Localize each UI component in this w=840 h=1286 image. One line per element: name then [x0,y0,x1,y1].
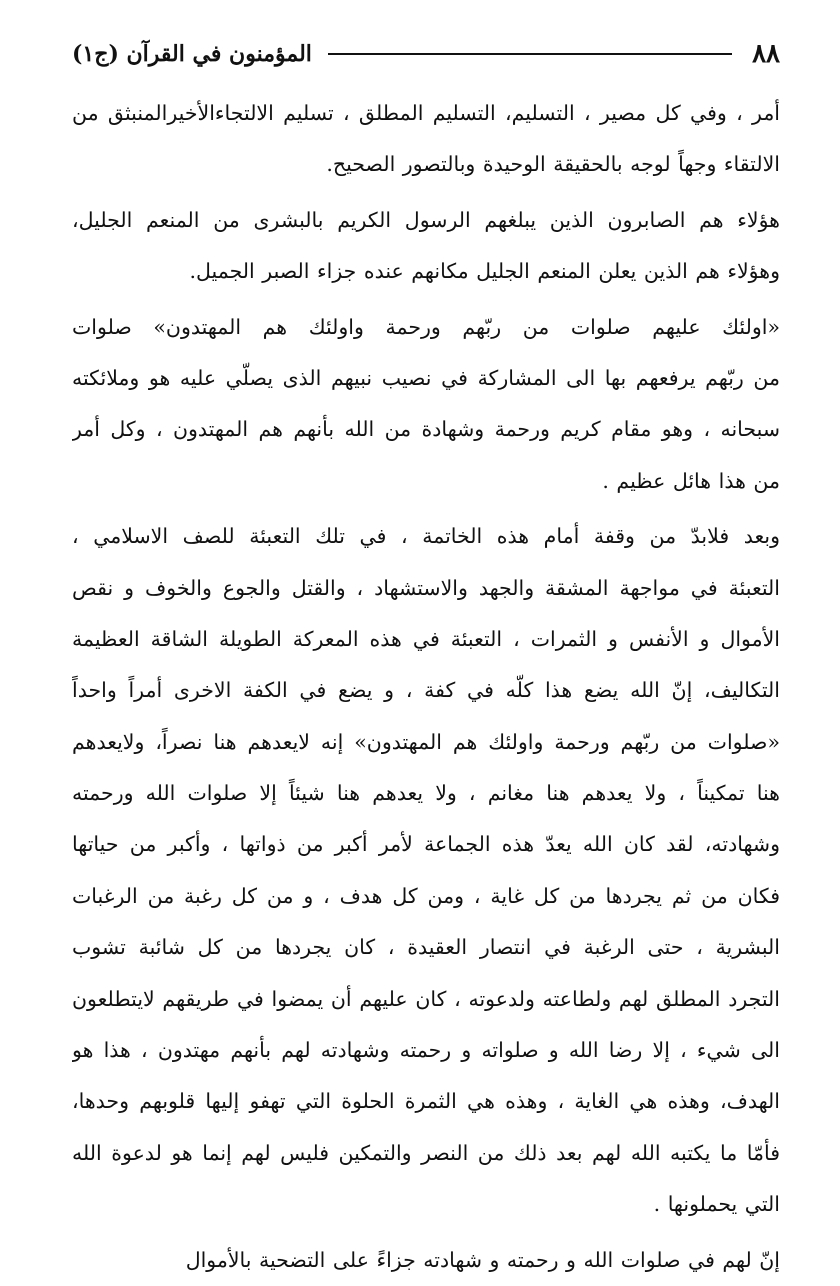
text-line: الهدف، وهذه هي الغاية ، وهذه هي الثمرة الحلوة التي تهفو إليها قلوبهم وحدها، [72,1089,780,1114]
text-line: «صلوات من ربّهم ورحمة واولئك هم المهتدون» إنه لايعدهم هنا نصراً، ولايعدهم [72,729,780,754]
page-number: ٨٨ [752,39,780,69]
running-title: المؤمنون في القرآن (ج١) [72,41,312,67]
text-line: إنّ لهم في صلوات الله و رحمته و شهادته جزاءً على التضحية بالأموال [185,1247,780,1272]
text-line: «اولئك عليهم صلوات من ربّهم ورحمة واولئك هم المهتدون» صلوات [72,314,780,339]
text-line: من هذا هائل عظيم . [602,468,780,493]
text-line: التي يحملونها . [653,1192,780,1217]
text-line: هنا تمكيناً ، ولا يعدهم هنا مغانم ، ولا يعدهم هنا شيئاً إلا صلوات الله ورحمته [72,781,780,806]
text-line: الأموال و الأنفس و الثمرات ، التعبئة في هذه المعركة الطويلة الشاقة العظيمة [72,626,780,651]
text-line: البشرية ، حتى الرغبة في انتصار العقيدة ، كان يجردها من كل شائبة تشوب [72,935,780,960]
text-line: التعبئة في مواجهة المشقة والجهد والاستشهاد ، والقتل والجوع والخوف و نقص [72,575,780,600]
paragraph [72,195,780,298]
paragraph [72,1235,780,1286]
text-line: فأمّا ما يكتبه الله لهم بعد ذلك من النصر والتمكين فليس لهم إنما هو لدعوة الله [72,1140,780,1165]
paragraph [72,511,780,1230]
text-line: وشهادته، لقد كان الله يعدّ هذه الجماعة لأمر أكبر من ذواتها ، وأكبر من حياتها [72,832,780,857]
paragraph [72,88,780,191]
text-line: وبعد فلابدّ من وقفة أمام هذه الخاتمة ، في تلك التعبئة للصف الاسلامي ، [72,524,780,549]
text-line: سبحانه ، وهو مقام كريم ورحمة وشهادة من الله بأنهم هم المهتدون ، وكل أمر [72,417,780,442]
text-line: التجرد المطلق لهم ولطاعته ولدعوته ، كان عليهم أن يمضوا في طريقهم لايتطلعون [72,986,780,1011]
text-line: الالتقاء وجهاً لوجه بالحقيقة الوحيدة وبالتصور الصحيح. [326,152,780,177]
header-rule [328,53,732,55]
text-line: الى شيء ، إلا رضا الله و صلواته و رحمته وشهادته لهم بأنهم مهتدون ، هذا هو [72,1038,780,1063]
paragraph [72,302,780,508]
body-text [72,88,780,1286]
text-line: أمر ، وفي كل مصير ، التسليم، التسليم المطلق ، تسليم الالتجاءالأخيرالمنبثق من [72,101,780,125]
text-line: وهؤلاء هم الذين يعلن المنعم الجليل مكانهم عنده جزاء الصبر الجميل. [189,259,780,284]
running-header [72,34,780,74]
text-line: هؤلاء هم الصابرون الذين يبلغهم الرسول الكريم بالبشرى من المنعم الجليل، [72,207,780,232]
text-line: من ربّهم يرفعهم بها الى المشاركة في نصيب نبيهم الذى يصلّي عليه هو وملائكته [72,365,780,390]
text-line: فكان من ثم يجردها من كل غاية ، ومن كل هدف ، و من كل رغبة من الرغبات [72,883,780,908]
text-line: التكاليف، إنّ الله يضع هذا كلّه في كفة ، و يضع في الكفة الاخرى أمراً واحداً [72,678,780,703]
